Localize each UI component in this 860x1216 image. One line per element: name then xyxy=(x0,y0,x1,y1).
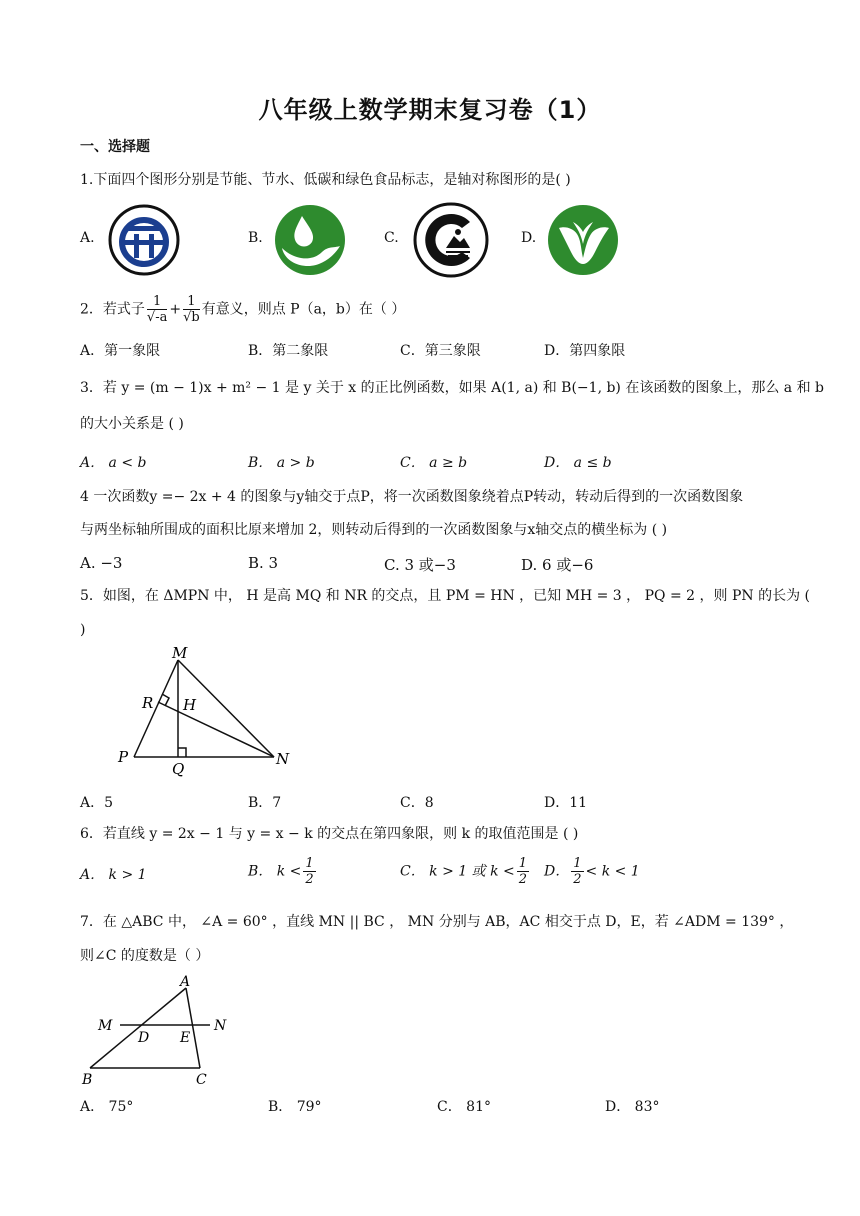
q6-b-frac-den: 2 xyxy=(305,872,314,887)
fig7-label-n: N xyxy=(214,1018,227,1034)
q2-fraction-a xyxy=(147,294,167,325)
q7-option-b: B． 79° xyxy=(268,1099,322,1115)
q2-plus: + xyxy=(169,301,182,318)
triangle-mpn-figure xyxy=(110,640,300,780)
fig7-label-a: A xyxy=(180,974,191,990)
fig5-label-p: P xyxy=(118,748,129,766)
q2-frac-b-num: 1 xyxy=(183,294,200,310)
q1-option-b-label: B. xyxy=(248,230,263,246)
question-5-line2: ) xyxy=(80,622,86,638)
question-2-text xyxy=(80,294,405,325)
fig7-label-b: B xyxy=(82,1072,93,1088)
q4-option-a: A. −3 xyxy=(80,554,123,572)
q7-option-c: C． 81° xyxy=(437,1099,491,1115)
q6-d-frac-num: 1 xyxy=(573,856,582,871)
fig7-label-e: E xyxy=(180,1030,191,1046)
low-carbon-logo-icon xyxy=(412,202,490,278)
q6-c-frac-num: 1 xyxy=(518,856,528,871)
q3-option-c: C． a ≥ b xyxy=(400,455,468,471)
fig5-label-h: H xyxy=(183,696,197,714)
fig5-label-m: M xyxy=(172,644,188,662)
fig5-label-r: R xyxy=(142,694,154,712)
q1-option-a-label: A. xyxy=(80,230,95,246)
q2-option-c: C．第三象限 xyxy=(400,343,481,359)
q1-option-d-label: D. xyxy=(521,230,537,246)
q5-option-c: C．8 xyxy=(400,795,434,811)
question-4-line2: 与两坐标轴所围成的面积比原来增加 2，则转动后得到的一次函数图象与x轴交点的横坐标为 ( ) xyxy=(80,522,668,538)
q6-option-d-fraction xyxy=(571,856,583,887)
triangle-abc-figure xyxy=(80,972,240,1092)
question-1-text: 1.下面四个图形分别是节能、节水、低碳和绿色食品标志，是轴对称图形的是( ) xyxy=(80,172,571,188)
q2-suffix: 有意义，则点 P（a，b）在（ ） xyxy=(201,301,406,318)
fig5-label-n: N xyxy=(276,750,290,768)
q6-option-d-suffix: < k < 1 xyxy=(585,863,640,880)
q2-option-d: D．第四象限 xyxy=(544,343,626,359)
question-4-line1: 4 一次函数y =− 2x + 4 的图象与y轴交于点P，将一次函数图象绕着点P转动，转动后得到的一次函数图象 xyxy=(80,489,744,505)
q3-option-b: B． a > b xyxy=(248,455,315,471)
q6-option-c-text: C． k > 1 或 k < xyxy=(400,863,515,880)
q6-option-a: A． k > 1 xyxy=(80,867,147,883)
q2-option-a: A．第一象限 xyxy=(80,343,161,359)
q6-c-frac-den: 2 xyxy=(518,872,528,887)
question-3-line1: 3．若 y = (m − 1)x + m² − 1 是 y 关于 x 的正比例函数，如果 A(1, a) 和 B(−1, b) 在该函数的图象上，那么 a 和 b xyxy=(80,380,825,396)
energy-saving-logo-icon xyxy=(108,204,180,276)
q2-frac-a-den: √-a xyxy=(146,310,168,325)
fig7-label-m: M xyxy=(98,1018,113,1034)
q6-d-frac-den: 2 xyxy=(573,872,582,887)
q5-option-d: D．11 xyxy=(544,795,588,811)
q2-option-b: B．第二象限 xyxy=(248,343,329,359)
q6-option-b xyxy=(248,856,318,887)
q3-option-a: A． a < b xyxy=(80,455,147,471)
q6-option-c xyxy=(400,856,531,887)
q5-option-a: A．5 xyxy=(80,795,114,811)
q6-option-d-prefix: D． xyxy=(544,863,570,880)
q6-b-frac-num: 1 xyxy=(305,856,314,871)
q6-option-d xyxy=(544,856,640,887)
q1-option-c-label: C. xyxy=(384,230,399,246)
fig7-label-d: D xyxy=(138,1030,150,1046)
q6-option-c-fraction xyxy=(517,856,529,887)
q6-option-b-text: B． k < xyxy=(248,863,302,880)
question-7-line1: 7．在 △ABC 中， ∠A = 60° ，直线 MN || BC ， MN 分别与 AB，AC 相交于点 D，E，若 ∠ADM = 139° ， xyxy=(80,914,794,930)
q2-frac-a-num: 1 xyxy=(147,294,167,310)
q3-option-d: D． a ≤ b xyxy=(544,455,612,471)
fig7-label-c: C xyxy=(196,1072,207,1088)
fig5-label-q: Q xyxy=(172,760,185,778)
q4-option-c: C. 3 或−3 xyxy=(384,556,456,574)
q2-prefix: 2．若式子 xyxy=(80,301,145,318)
q6-option-b-fraction xyxy=(303,856,315,887)
water-saving-logo-icon xyxy=(272,204,348,276)
section-heading: 一、选择题 xyxy=(80,139,150,155)
q5-option-b: B．7 xyxy=(248,795,282,811)
q4-option-b: B. 3 xyxy=(248,554,279,572)
question-7-line2: 则∠C 的度数是（ ） xyxy=(80,948,210,964)
q2-frac-b-den: √b xyxy=(183,310,200,325)
green-food-logo-icon xyxy=(545,204,621,276)
q2-fraction-b xyxy=(183,294,200,325)
page-title: 八年级上数学期末复习卷（1） xyxy=(258,96,602,124)
question-5-line1: 5．如图，在 ΔMPN 中， H 是高 MQ 和 NR 的交点，且 PM = HN ，已知 MH = 3 ， PQ = 2 ，则 PN 的长为 ( xyxy=(80,588,810,604)
q7-option-d: D． 83° xyxy=(605,1099,660,1115)
question-6-text: 6．若直线 y = 2x − 1 与 y = x − k 的交点在第四象限，则 k 的取值范围是 ( ) xyxy=(80,826,579,842)
q4-option-d: D. 6 或−6 xyxy=(521,556,594,574)
question-3-line2: 的大小关系是 ( ) xyxy=(80,416,184,432)
q7-option-a: A． 75° xyxy=(80,1099,134,1115)
